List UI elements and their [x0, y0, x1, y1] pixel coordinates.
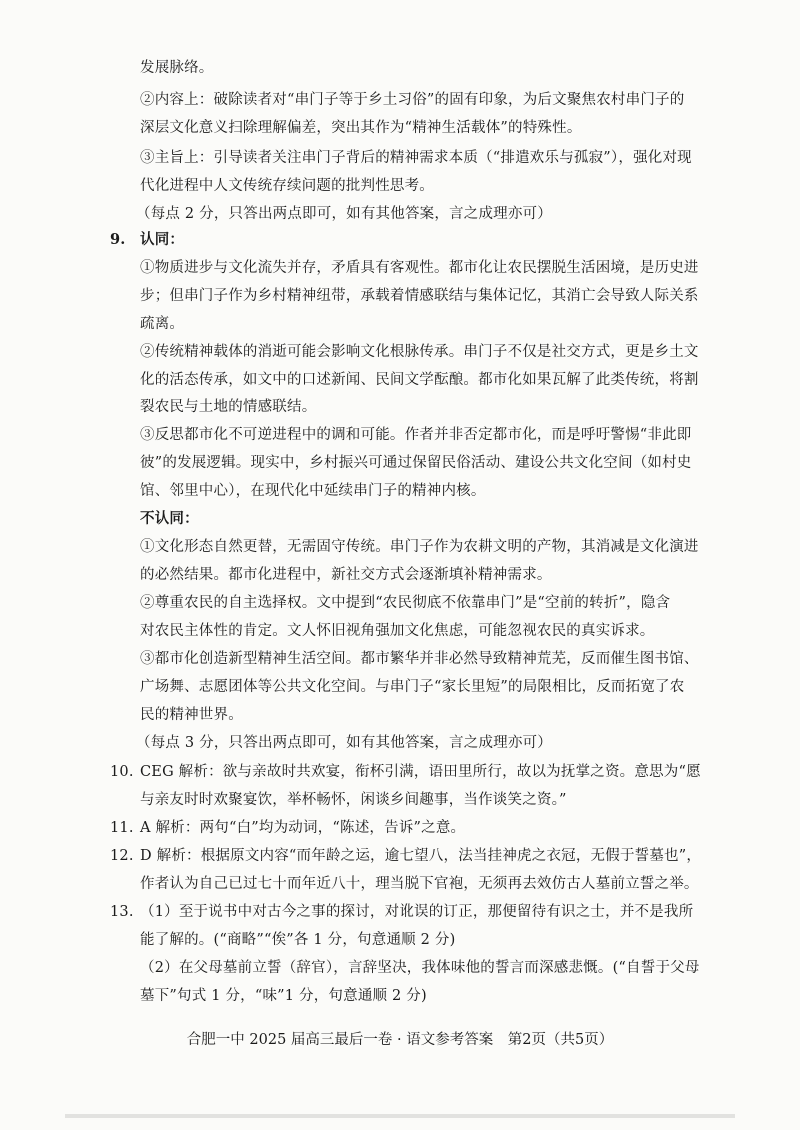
page-footer: 合肥一中 2025 届高三最后一卷 · 语文参考答案 第2页（共5页） — [186, 1032, 614, 1048]
text-line: ③反思都市化不可逆进程中的调和可能。作者并非否定都市化，而是呼吁警惕“非此即 — [140, 427, 692, 443]
section-heading: 认同： — [140, 231, 185, 248]
text-line: （1）至于说书中对古今之事的探讨，对讹误的订正，那便留待有识之士，并不是我所 — [140, 904, 694, 920]
question-number: 11. — [110, 820, 134, 836]
section-heading: 不认同： — [140, 510, 199, 527]
text-line: 彼”的发展逻辑。现实中，乡村振兴可通过保留民俗活动、建设公共文化空间（如村史 — [140, 455, 692, 471]
question-number: 10. — [110, 764, 134, 780]
question-number: 12. — [110, 848, 134, 864]
text-line: 深层文化意义扫除理解偏差，突出其作为“精神生活载体”的特殊性。 — [140, 120, 582, 136]
text-line: ③主旨上：引导读者关注串门子背后的精神需求本质（“排遣欢乐与孤寂”），强化对现 — [140, 150, 692, 166]
text-line: 与亲友时时欢聚宴饮，举杯畅怀，闲谈乡间趣事，当作谈笑之资。” — [140, 792, 567, 808]
text-line: 化的活态传承，如文中的口述新闻、民间文学酝酿。都市化如果瓦解了此类传统，将割 — [140, 372, 699, 388]
bottom-divider — [65, 1114, 735, 1118]
text-line: ③都市化创造新型精神生活空间。都市繁华并非必然导致精神荒芜，反而催生图书馆、 — [140, 651, 699, 667]
question-number: 9. — [110, 231, 126, 248]
text-line: 发展脉络。 — [140, 60, 214, 76]
text-line: 民的精神世界。 — [140, 707, 243, 723]
text-line: （2）在父母墓前立誓（辞官），言辞坚决，我体味他的誓言而深感悲慨。(“自誓于父母 — [140, 960, 700, 976]
question-number: 13. — [110, 904, 134, 920]
text-line: 对农民主体性的肯定。文人怀旧视角强加文化焦虑，可能忽视农民的真实诉求。 — [140, 623, 655, 639]
scoring-note: （每点 3 分，只答出两点即可，如有其他答案，言之成理亦可） — [136, 735, 552, 751]
text-line: A 解析：两句“白”均为动词，“陈述，告诉”之意。 — [140, 820, 466, 836]
text-line: 裂农民与土地的情感联结。 — [140, 399, 317, 415]
text-line: CEG 解析：欲与亲故时共欢宴，衔杯引满，语田里所行，故以为抚掌之资。意思为“愿 — [140, 764, 701, 780]
text-line: ②内容上：破除读者对“串门子等于乡土习俗”的固有印象，为后文聚焦农村串门子的 — [140, 92, 685, 108]
text-line: 能了解的。(“商略”“俟”各 1 分，句意通顺 2 分) — [140, 932, 456, 948]
text-line: 代化进程中人文传统存续问题的批判性思考。 — [140, 178, 434, 194]
text-line: ②传统精神载体的消逝可能会影响文化根脉传承。串门子不仅是社交方式，更是乡土文 — [140, 344, 699, 360]
text-line: 疏离。 — [140, 316, 185, 332]
text-line: 作者认为自己已过七十而年近八十，理当脱下官袍，无须再去效仿古人墓前立誓之举。 — [140, 876, 699, 892]
text-line: ②尊重农民的自主选择权。文中提到“农民彻底不依靠串门”是“空前的转折”，隐含 — [140, 595, 671, 611]
text-line: 广场舞、志愿团体等公共文化空间。与串门子“家长里短”的局限相比，反而拓宽了农 — [140, 679, 685, 695]
text-line: ①文化形态自然更替，无需固守传统。串门子作为农耕文明的产物，其消减是文化演进 — [140, 539, 699, 555]
scoring-note: （每点 2 分，只答出两点即可，如有其他答案，言之成理亦可） — [136, 206, 552, 222]
text-line: 馆、邻里中心），在现代化中延续串门子的精神内核。 — [140, 483, 486, 499]
text-line: D 解析：根据原文内容“而年龄之运，逾七望八，法当挂神虎之衣冠，无假于誓墓也”， — [140, 848, 702, 864]
text-line: 墓下”句式 1 分，“味”1 分，句意通顺 2 分) — [140, 988, 427, 1004]
text-line: ①物质进步与文化流失并存，矛盾具有客观性。都市化让农民摆脱生活困境，是历史进 — [140, 260, 699, 276]
text-line: 步；但串门子作为乡村精神纽带，承载着情感联结与集体记忆，其消亡会导致人际关系 — [140, 288, 699, 304]
text-line: 的必然结果。都市化进程中，新社交方式会逐渐填补精神需求。 — [140, 567, 552, 583]
